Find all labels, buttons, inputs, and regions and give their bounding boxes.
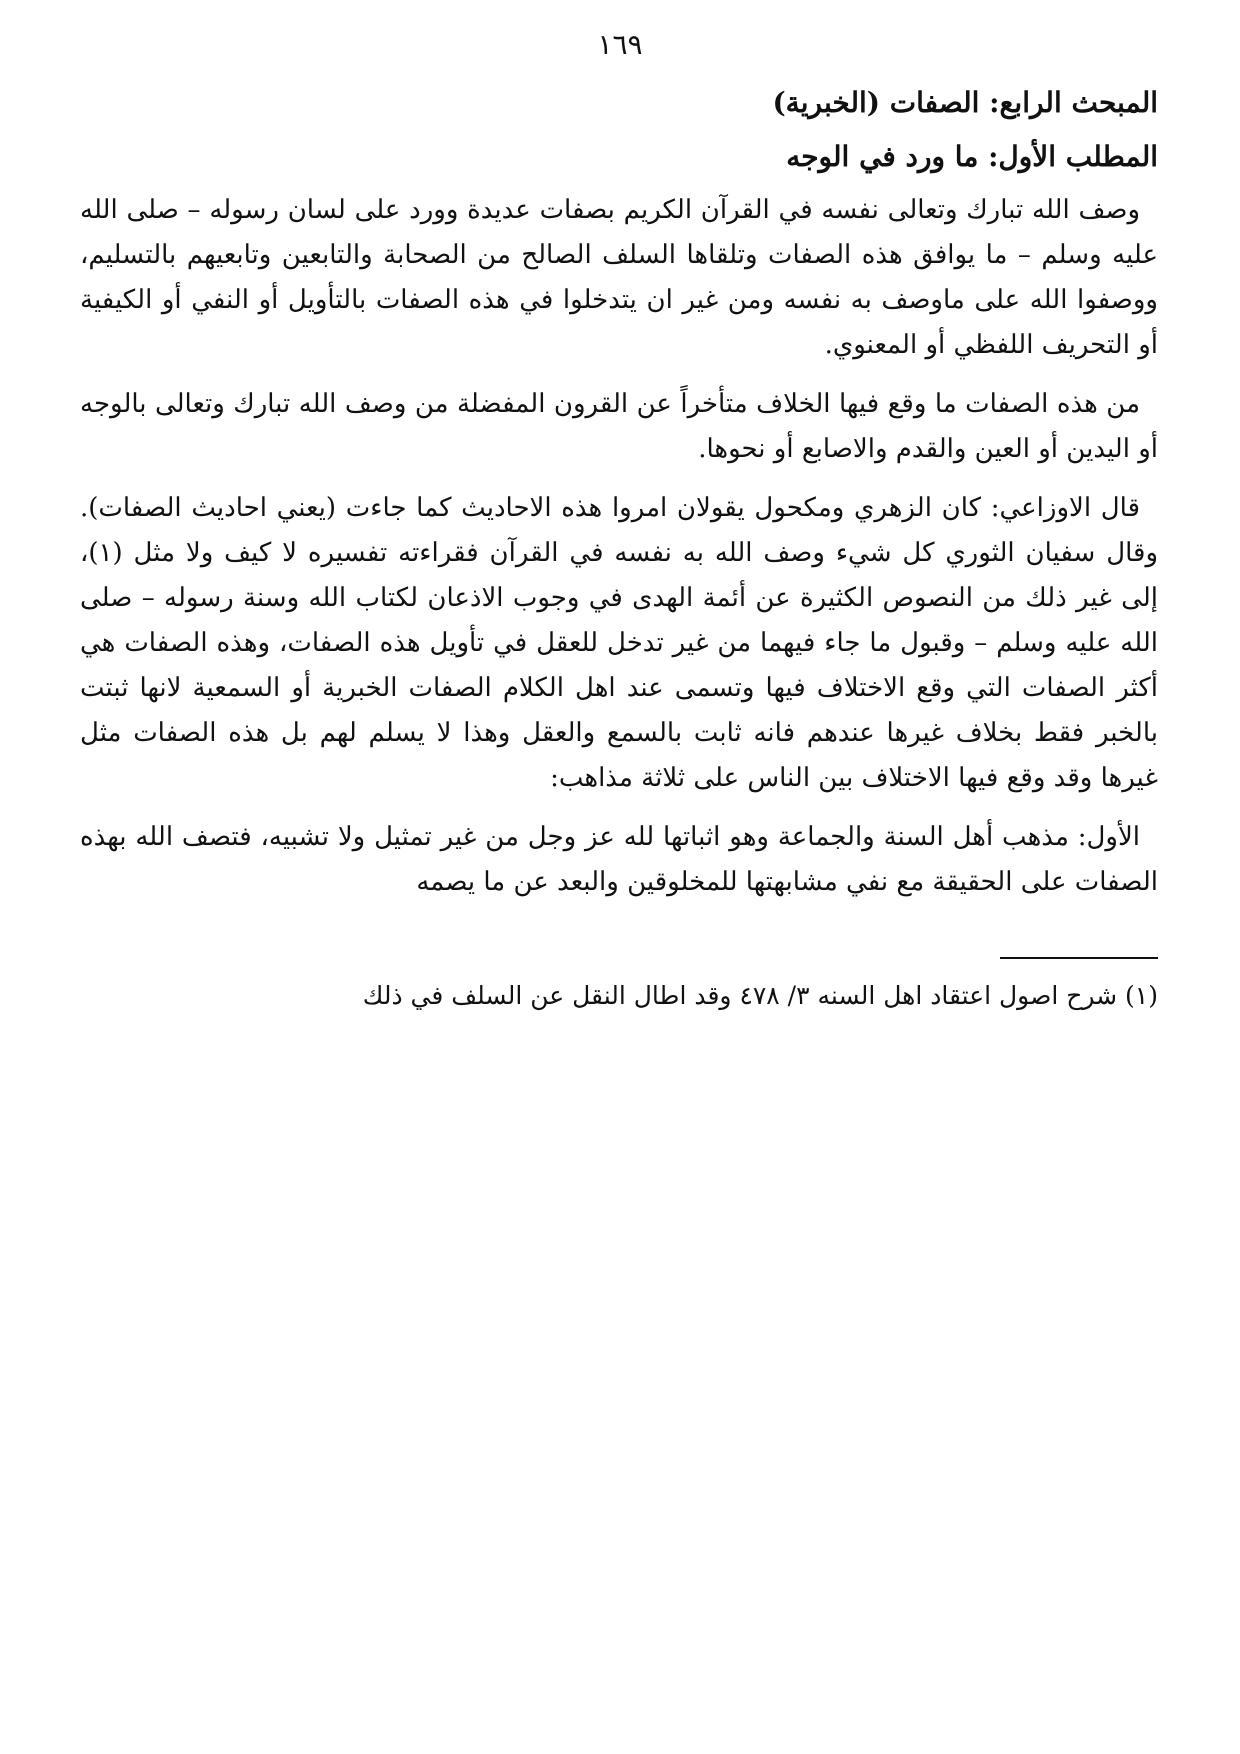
subsection-heading: المطلب الأول: ما ورد في الوجه xyxy=(786,140,1158,173)
footnote-divider xyxy=(1000,957,1158,959)
main-text xyxy=(80,80,1158,919)
paragraph-1: وصف الله تبارك وتعالى نفسه في القرآن الكريم بصفات عديدة وورد على لسان رسوله – صلى الله عليه وسلم – ما يوافق هذه الصفات وتلقاها السلف الصالح من الصحابة والتابعين وتابعيهم بالتسليم، ووصفوا الله على ماوصف به نفسه ومن غير ان يتدخلوا في هذه الصفات بالتأويل أو النفي أو الكيفية أو التحريف اللفظي أو المعنوي. xyxy=(80,195,1158,360)
paragraph-2: من هذه الصفات ما وقع فيها الخلاف متأخراً عن القرون المفضلة من وصف الله تبارك وتعالى بالوجه أو اليدين أو العين والقدم والاصابع أو نحوها. xyxy=(80,389,1158,464)
paragraph-4: الأول: مذهب أهل السنة والجماعة وهو اثباتها لله عز وجل من غير تمثيل ولا تشبيه، فتصف الله بهذه الصفات على الحقيقة مع نفي مشابهتها للمخلوقين والبعد عن ما يصمه xyxy=(80,822,1158,897)
page-number: ١٦٩ xyxy=(597,28,643,61)
footnote-1: (١) شرح اصول اعتقاد اهل السنه ٣/ ٤٧٨ وقد اطال النقل عن السلف في ذلك xyxy=(362,981,1158,1010)
section-heading: المبحث الرابع: الصفات (الخبرية) xyxy=(772,86,1158,119)
paragraph-3: قال الاوزاعي: كان الزهري ومكحول يقولان امروا هذه الاحاديث كما جاءت (يعني احاديث الصفات). وقال سفيان الثوري كل شيء وصف الله به نفسه في القرآن فقراءته تفسيره لا كيف ولا مثل (١)، إلى غير ذلك من النصوص الكثيرة عن أئمة الهدى في وجوب الاذعان لكتاب الله وسنة رسوله – صلى الله عليه وسلم – وقبول ما جاء فيهما من غير تدخل للعقل في تأويل هذه الصفات، وهذه الصفات هي أكثر الصفات التي وقع الاختلاف فيها وتسمى عند اهل الكلام الصفات الخبرية أو السمعية لانها ثبتت بالخبر فقط بخلاف غيرها عندهم فانه ثابت بالسمع والعقل وهذا لا يسلم لهم بل هذه الصفات مثل غيرها وقد وقع فيها الاختلاف بين الناس على ثلاثة مذاهب: xyxy=(80,493,1158,793)
